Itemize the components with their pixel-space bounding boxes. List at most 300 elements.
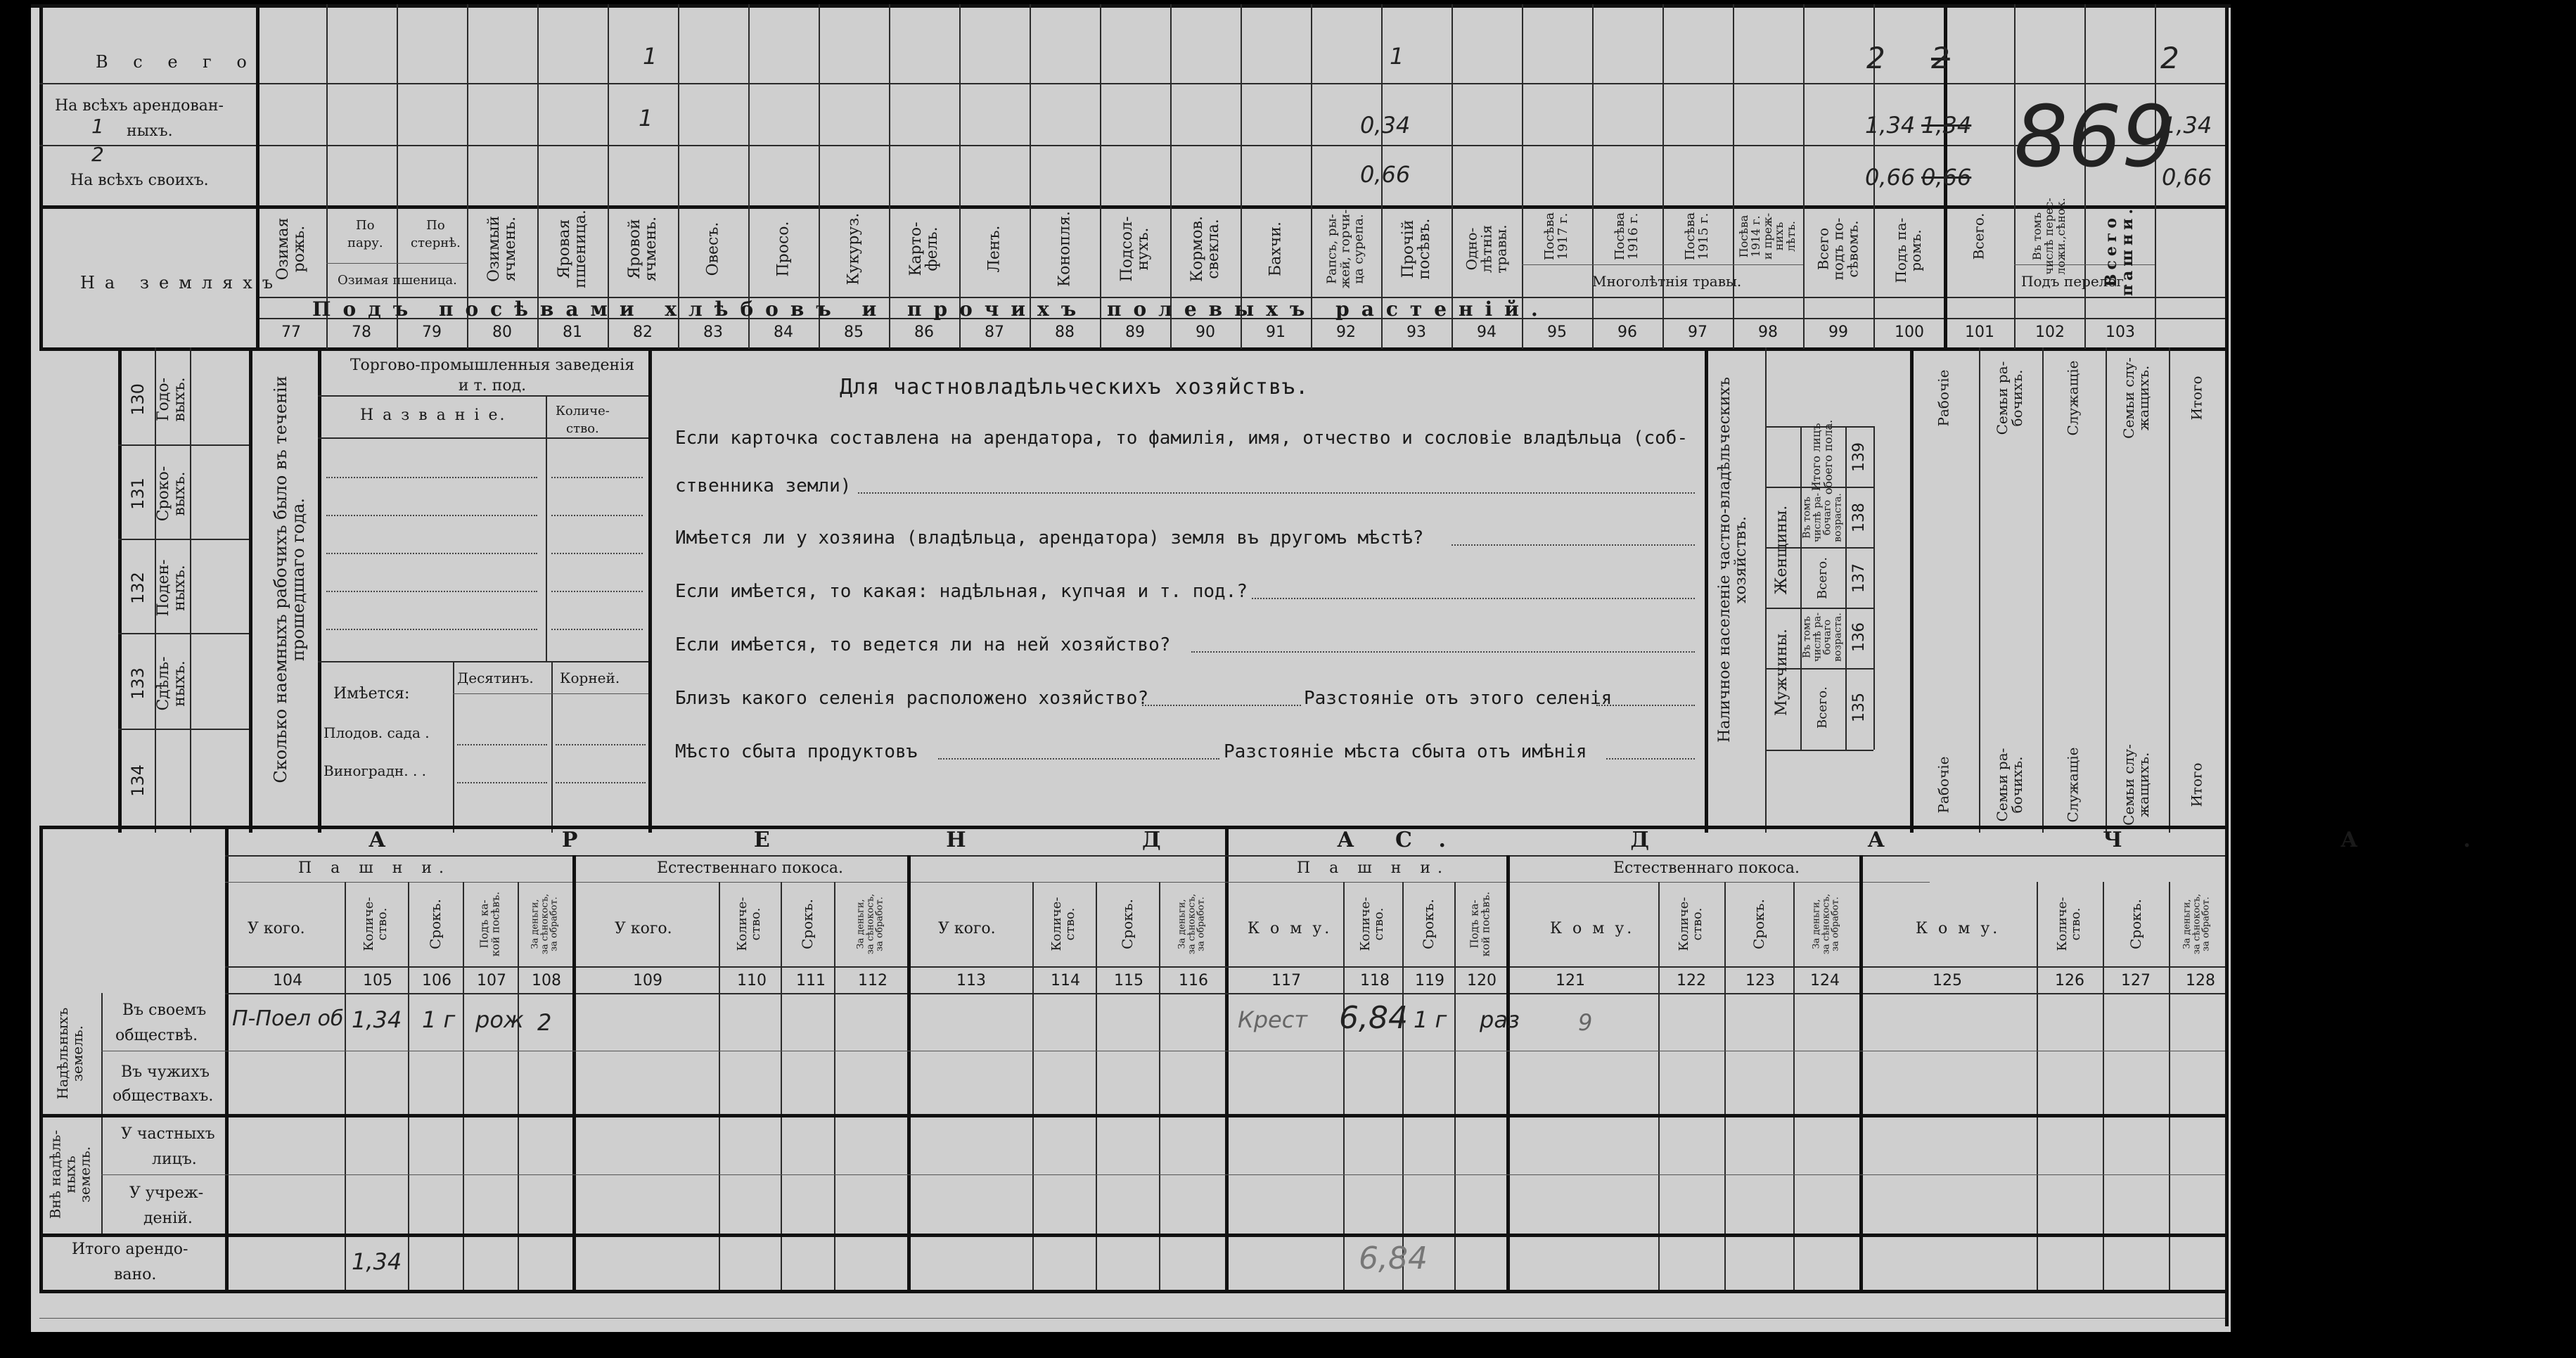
header-srok: Срокъ.	[1420, 899, 1437, 949]
row-label-chuzh-2: обществахъ.	[113, 1087, 214, 1105]
col-line	[1979, 347, 1980, 833]
label-semi-rabochikh: Семьи ра- бочихъ.	[1994, 748, 2025, 822]
row-label-chastnykh-2: лицъ.	[152, 1151, 197, 1168]
col-number: 92	[1336, 324, 1356, 341]
col-number: 96	[1617, 324, 1637, 341]
row-line	[225, 882, 1930, 883]
label-vinogradn: Виноградн. . .	[323, 762, 427, 779]
frame-left-bottom	[39, 826, 43, 1290]
col-number: 120	[1467, 972, 1497, 989]
row-line	[118, 633, 249, 634]
row-line	[101, 1174, 2225, 1175]
hw-sdacha-plata: 9	[1578, 1009, 1593, 1036]
col-line	[1032, 882, 1034, 1290]
question-market: Мѣсто сбыта продуктовъ	[675, 741, 918, 762]
col-number: 90	[1196, 324, 1215, 341]
subheading-pokos-sdacha: Естественнаго покоса.	[1613, 859, 1800, 877]
row-label-uchrezhd: У учреж-	[129, 1184, 204, 1202]
row-label-itogo-arend-2: вано.	[114, 1266, 157, 1283]
label-vne-nadelnykh: Внѣ надѣль- ныхъ земель.	[46, 1129, 94, 1219]
hw-margin-mark-2: 2	[91, 143, 104, 166]
header-srok: Срокъ.	[1119, 899, 1136, 949]
header-proso: Просо.	[774, 221, 793, 277]
col-number: 123	[1745, 972, 1775, 989]
label-imeetsya: Имѣется:	[333, 685, 410, 703]
label-sluzhashchie: Служащіе	[2064, 360, 2082, 436]
frame-left-top	[39, 4, 43, 349]
col-number: 78	[352, 324, 371, 341]
row-line	[225, 993, 2225, 994]
answer-line-village[interactable]	[1142, 705, 1301, 706]
col-line	[1662, 4, 1664, 349]
col-line	[2103, 882, 2104, 1290]
table-bottom	[39, 1290, 2225, 1293]
header-ozimaya-rozh: Озимая рожь.	[274, 217, 308, 281]
row-divider	[39, 83, 2225, 84]
col-number: 102	[2035, 324, 2065, 341]
question-village: Близъ какого селенія расположено хозяйство?	[675, 688, 1149, 709]
label-sdelnykh: Сдѣль- ныхъ.	[154, 656, 188, 711]
hw-sdacha-srok: 1 г	[1414, 1006, 1447, 1033]
col-number: 97	[1688, 324, 1707, 341]
hw-c103-arend: 1,34	[2162, 112, 2212, 139]
hw-c100-arend: 1,34	[1921, 112, 1972, 139]
label-naemnykh-rabochikh: Сколько наемныхъ рабочихъ было въ теченіи прошедшаго года.	[270, 376, 308, 783]
header-komu: К о м у.	[1916, 920, 2001, 937]
dotted-line	[551, 591, 643, 592]
header-kolichestvo: Количе- ство.	[2055, 897, 2083, 952]
col-number: 94	[1477, 324, 1497, 341]
col-number: 99	[1828, 324, 1848, 341]
col-number: 85	[844, 324, 864, 341]
col-line	[1592, 4, 1594, 349]
answer-line-farming[interactable]	[1191, 651, 1695, 653]
hw-c103-svoikh: 0,66	[2162, 164, 2212, 191]
header-po-sterne: По стернѣ.	[411, 218, 461, 251]
row-label-na-zemlyakh: На земляхъ	[80, 273, 283, 293]
col-line	[1803, 4, 1805, 349]
col-number-136: 136	[1850, 622, 1868, 652]
header-pod-kakoy-posev: Подъ ка- кой посѣвъ.	[1468, 891, 1492, 957]
header-kartofel: Карто- фель.	[906, 222, 941, 276]
col-line	[1724, 882, 1726, 1290]
label-desyatin: Десятинъ.	[457, 670, 534, 686]
col-line	[1910, 347, 1914, 833]
question-market-distance: Разстояніе мѣста сбыта отъ имѣнія	[1224, 741, 1587, 762]
col-number: 118	[1360, 972, 1390, 989]
hw-c92-vsego: 1	[1390, 43, 1404, 70]
col-number: 119	[1415, 972, 1444, 989]
col-line	[2169, 882, 2170, 1290]
row-label-vsego: В с е г о	[96, 52, 257, 72]
row-label-arend-2: ныхъ.	[127, 122, 173, 140]
col-line	[225, 826, 229, 1290]
col-number: 107	[477, 972, 506, 989]
header-konoplya: Конопля.	[1056, 211, 1074, 287]
header-po-paru: По пару.	[347, 218, 383, 251]
header-pod-perelog: Подъ перелог.	[2021, 273, 2129, 290]
paper-edge	[39, 1318, 2225, 1319]
header-yarovaya-pshenitsa: Яровая пшеница.	[555, 210, 589, 288]
col-number: 108	[532, 972, 561, 989]
col-line	[518, 882, 519, 1290]
header-pod-parom: Подъ па- ромъ.	[1892, 217, 1924, 283]
row-line	[318, 437, 648, 439]
row-label-svoem: Въ своемъ	[122, 1001, 207, 1019]
hw-arenda-u-kogo: П-Поел об	[232, 1006, 344, 1031]
col-line	[453, 661, 454, 833]
label-nalichnoe-naselenie: Наличное населеніе частно-владѣльческихъ хозяйствъ.	[1715, 377, 1750, 743]
hw-itogo-arend: 1,34	[352, 1248, 402, 1275]
col-number: 114	[1051, 972, 1080, 989]
col-line	[1765, 347, 1767, 833]
frame-top	[31, 4, 2231, 8]
hw-arenda-plata: 2	[537, 1009, 552, 1036]
header-u-kogo: У кого.	[615, 920, 672, 937]
col-number: 101	[1965, 324, 1994, 341]
subheading-pashni-arenda: П а ш н и.	[298, 859, 451, 877]
col-number: 98	[1758, 324, 1778, 341]
hw-itogo-sdano: 6,84	[1359, 1241, 1428, 1276]
header-poseva-1916: Посѣва 1916 г.	[1613, 212, 1641, 261]
dotted-line	[551, 515, 643, 516]
col-line	[1800, 426, 1802, 750]
row-line	[318, 661, 648, 662]
header-za-dengi: За деньги, за сѣнокосъ, за обработ.	[1177, 893, 1207, 955]
col-line	[408, 882, 409, 1290]
header-v-tom-chisle: Въ томъ числѣ перес- ложи.,сѣнок.	[2030, 198, 2068, 275]
col-line	[1506, 855, 1510, 1290]
header-len: Ленъ.	[985, 225, 1004, 273]
col-number: 93	[1406, 324, 1426, 341]
label-v-tom-chisle-muzh: Въ томъ числѣ ра- бочаго возраста.	[1801, 612, 1844, 662]
col-line	[1402, 882, 1404, 1290]
hw-c92-arend: 0,34	[1360, 112, 1411, 139]
hw-big-mark: 869	[2014, 89, 2176, 186]
col-number-130: 130	[128, 383, 148, 416]
col-number: 121	[1556, 972, 1585, 989]
header-torgovo-promyshl: Торгово-промышленныя заведенія и т. под.	[350, 357, 635, 395]
label-vsego-muzh: Всего.	[1815, 686, 1830, 729]
row-line	[1765, 750, 1873, 751]
col-line	[834, 882, 835, 1290]
row-label-arend-1: На всѣхъ арендован-	[55, 97, 224, 115]
col-line	[1873, 426, 1875, 750]
header-komu: К о м у.	[1248, 920, 1333, 937]
col-number-134: 134	[128, 764, 148, 797]
title-chastnovladelch: Для частновладѣльческихъ хозяйствъ.	[840, 375, 1309, 399]
hw-c99-svoikh: 0,66	[1865, 164, 1916, 191]
header-ozimaya-pshenitsa: Озимая пшеница.	[338, 273, 457, 288]
banner-pod-posevami: Подъ посѣвами хлѣбовъ и прочихъ полевыхъ растеній.	[312, 297, 1550, 321]
answer-line-land-type[interactable]	[1252, 598, 1695, 599]
label-semi-sluzhashchikh: Семьи слу- жащихъ.	[2120, 357, 2152, 439]
col-line	[572, 855, 576, 1290]
answer-line-market-distance[interactable]	[1606, 758, 1695, 760]
row-label-chuzh: Въ чужихъ	[121, 1063, 210, 1081]
row-line	[118, 444, 249, 446]
hw-sdacha-komu: Крест	[1238, 1006, 1307, 1033]
col-number: 88	[1055, 324, 1075, 341]
col-number: 84	[774, 324, 793, 341]
col-number: 115	[1114, 972, 1143, 989]
col-number: 106	[422, 972, 451, 989]
header-kormov-svekla: Кормов. свекла.	[1188, 215, 1222, 283]
subheading-pokos-arenda: Естественнаго покоса.	[657, 859, 844, 877]
header-poseva-1917: Посѣва 1917 г.	[1542, 212, 1570, 261]
col-number: 87	[985, 324, 1004, 341]
header-srok: Срокъ.	[799, 899, 816, 949]
row-line-thick	[39, 1114, 2225, 1117]
col-number: 79	[422, 324, 442, 341]
header-kolichestvo: Количе- ство.	[361, 897, 390, 952]
dotted-line	[551, 629, 643, 630]
label-plodov-sada: Плодов. сада .	[323, 724, 430, 741]
col-number: 103	[2106, 324, 2135, 341]
heading-sdacha: С Д А Ч А.	[1395, 828, 2576, 852]
col-line	[907, 855, 911, 1290]
header-ozimy-yachmen: Озимый ячмень.	[485, 216, 519, 282]
label-srokovykh: Сроко- выхъ.	[154, 466, 188, 522]
hw-c99-arend: 1,34	[1865, 112, 1916, 139]
row-label-itogo-arend: Итого арендо-	[72, 1241, 188, 1258]
col-number: 80	[492, 324, 512, 341]
col-number-135: 135	[1850, 693, 1868, 722]
header-za-dengi: За деньги, за сѣнокосъ, за обработ.	[1811, 893, 1841, 955]
col-number-133: 133	[128, 667, 148, 700]
col-number: 100	[1895, 324, 1924, 341]
header-za-dengi: За деньги, за сѣнокосъ, за обработ.	[855, 893, 885, 955]
col-line	[1658, 882, 1660, 1290]
col-number-139: 139	[1850, 442, 1868, 472]
row-label-svoem-2: обществѣ.	[115, 1027, 198, 1044]
header-pod-kakoy-posev: Подъ ка- кой посѣвъ.	[478, 891, 501, 957]
label-semi-sluzhashchikh: Семьи слу- жащихъ.	[2120, 744, 2152, 826]
col-line	[2042, 347, 2044, 833]
header-odnoletnie-travy: Одно- лѣтнія травы.	[1463, 224, 1510, 274]
col-line	[781, 882, 782, 1290]
header-kukuruza: Кукуруз.	[845, 212, 863, 286]
header-kolichestvo: Количе- ство.	[1049, 897, 1077, 952]
row-line-thick	[39, 1234, 2225, 1237]
header-srok: Срокъ.	[1750, 899, 1767, 949]
col-number: 127	[2121, 972, 2151, 989]
col-line	[1845, 426, 1847, 750]
question-village-distance: Разстояніе отъ этого селенія	[1304, 688, 1613, 709]
dotted-line	[457, 744, 547, 745]
label-itogo-obo-pola: Итого лицъ обоего пола.	[1809, 419, 1835, 495]
label-muzhchiny: Мужчины.	[1773, 628, 1790, 717]
row-label-chastnykh: У частныхъ	[121, 1125, 215, 1143]
hw-c99-vsego: 2	[1866, 41, 1885, 75]
label-itogo: Итого	[2188, 762, 2205, 807]
col-line	[2169, 347, 2170, 833]
label-zhenshchiny: Женщины.	[1773, 505, 1790, 595]
col-number-131: 131	[128, 478, 148, 510]
header-poseva-1914: Посѣва 1914 г. и преж- нихъ лѣтъ.	[1737, 212, 1798, 260]
col-line	[318, 347, 321, 833]
label-rabochie: Рабочіе	[1935, 756, 1952, 814]
answer-line-market[interactable]	[938, 758, 1219, 760]
subheading-pashni-sdacha: П а ш н и.	[1297, 859, 1450, 877]
col-number: 105	[363, 972, 392, 989]
col-number: 81	[563, 324, 582, 341]
col-number: 122	[1677, 972, 1706, 989]
col-number: 117	[1271, 972, 1301, 989]
col-line	[190, 347, 191, 833]
dotted-line	[326, 553, 537, 554]
col-number: 109	[633, 972, 662, 989]
dotted-line	[326, 477, 537, 478]
col-number: 89	[1125, 324, 1145, 341]
col-number-132: 132	[128, 572, 148, 604]
dotted-line	[326, 629, 537, 630]
col-number: 126	[2055, 972, 2084, 989]
col-line	[1733, 4, 1734, 349]
question-owner-2: ственника земли)	[675, 475, 852, 497]
hw-sdacha-pod: раз	[1480, 1006, 1520, 1033]
col-number: 124	[1810, 972, 1840, 989]
question-land-type: Если имѣется, то какая: надѣльная, купчая и т. под.?	[675, 581, 1248, 602]
subheader-line	[1522, 264, 1803, 265]
col-number-138: 138	[1850, 503, 1868, 532]
dotted-line	[457, 782, 547, 783]
answer-line-owner[interactable]	[858, 492, 1695, 494]
answer-line-other-land[interactable]	[1452, 544, 1695, 546]
dotted-line	[556, 782, 646, 783]
hw-arenda-pod: рож	[475, 1006, 524, 1033]
col-line	[1793, 882, 1795, 1290]
col-line	[2106, 347, 2107, 833]
col-number: 125	[1933, 972, 1962, 989]
col-line	[463, 882, 464, 1290]
answer-line-village-distance[interactable]	[1596, 705, 1695, 706]
label-vsego-zhen: Всего.	[1815, 557, 1830, 599]
header-kolichestvo: Количе- ство.	[556, 404, 610, 437]
col-line	[551, 661, 553, 833]
hw-c100-vsego: 2	[1931, 41, 1950, 75]
row-line	[318, 395, 648, 397]
col-number: 111	[796, 972, 826, 989]
header-za-dengi: За деньги, за сѣнокосъ, за обработ.	[2181, 893, 2212, 955]
header-srok: Срокъ.	[2127, 899, 2144, 949]
col-line	[249, 347, 252, 833]
question-owner-1: Если карточка составлена на арендатора, то фамилія, имя, отчество и сословіе владѣльца (соб-	[675, 428, 1689, 449]
col-line	[1159, 882, 1160, 1290]
hw-c103-vsego: 2	[2160, 41, 2179, 75]
row-line	[118, 729, 249, 730]
col-number: 104	[273, 972, 302, 989]
row-divider	[39, 145, 2225, 146]
header-nazvanie: Н а з в а н і е.	[360, 406, 507, 424]
frame-right	[2225, 4, 2229, 1326]
header-raps: Рапсъ, ры- жей, горчи- ца сурепа.	[1324, 209, 1366, 289]
col-number: 77	[281, 324, 301, 341]
header-prochiy-posev: Прочій посѣвъ.	[1399, 218, 1433, 280]
dotted-line	[551, 477, 643, 478]
heading-arenda: А Р Е Н Д А.	[369, 828, 1530, 852]
col-number: 116	[1179, 972, 1208, 989]
hw-c82-vsego: 1	[643, 43, 658, 70]
top-section-bottom	[39, 347, 2225, 351]
row-divider-thick	[39, 205, 2225, 209]
hw-arenda-srok: 1 г	[422, 1006, 456, 1033]
header-bakhchi: Бахчи.	[1267, 222, 1285, 276]
col-line	[1454, 882, 1456, 1290]
header-oves: Овесъ.	[704, 222, 722, 276]
header-mnogoletnie-travy: Многолѣтнія травы.	[1592, 273, 1742, 290]
frame-left-middle	[118, 347, 122, 833]
col-line	[648, 347, 652, 833]
col-line	[1705, 347, 1708, 833]
row-line	[118, 539, 249, 540]
hw-c82-arend: 1	[639, 105, 653, 132]
subheader-line	[326, 263, 467, 264]
label-itogo: Итого	[2188, 376, 2205, 421]
question-other-land: Имѣется ли у хозяина (владѣльца, арендатора) земля въ другомъ мѣстѣ?	[675, 527, 1424, 549]
label-semi-rabochikh: Семьи ра- бочихъ.	[1994, 361, 2025, 435]
col-line	[345, 882, 346, 1290]
col-number: 83	[703, 324, 723, 341]
col-line	[2037, 882, 2038, 1290]
row-line	[225, 966, 2225, 968]
hw-sdacha-qty: 6,84	[1339, 1000, 1408, 1036]
header-perelog-vsego: Всего.	[1970, 212, 1987, 260]
header-komu: К о м у.	[1550, 920, 1635, 937]
label-v-tom-chisle-zhen: Въ томъ числѣ ра- бочаго возраста.	[1801, 492, 1844, 543]
header-srok: Срокъ.	[427, 899, 444, 949]
header-poseva-1915: Посѣва 1915 г.	[1683, 212, 1711, 261]
col-number: 82	[633, 324, 653, 341]
col-line	[546, 395, 547, 662]
col-line	[719, 882, 720, 1290]
hw-c92-svoikh: 0,66	[1360, 161, 1411, 188]
header-yarovoy-yachmen: Яровой ячмень.	[625, 216, 660, 282]
col-number: 110	[737, 972, 767, 989]
col-number: 95	[1547, 324, 1567, 341]
header-vsego-pod-posevom: Всего подъ по- сѣвомъ.	[1814, 217, 1861, 281]
col-number: 86	[914, 324, 934, 341]
row-label-uchrezhd-2: деній.	[143, 1210, 193, 1227]
col-number: 91	[1266, 324, 1286, 341]
header-kolichestvo: Количе- ство.	[1358, 897, 1386, 952]
header-kolichestvo: Количе- ство.	[1677, 897, 1705, 952]
header-kolichestvo: Количе- ство.	[735, 897, 763, 952]
census-card-sheet	[31, 4, 2576, 1332]
hw-margin-mark-1: 1	[91, 115, 104, 138]
label-rabochie: Рабочіе	[1935, 369, 1952, 427]
hw-arenda-qty: 1,34	[352, 1006, 402, 1033]
label-godovykh: Годо- выхъ.	[154, 377, 188, 422]
row-label-svoikh: На всѣхъ своихъ.	[70, 172, 209, 189]
header-u-kogo: У кого.	[938, 920, 996, 937]
header-vsego-pashni: Всего пашни.	[2101, 204, 2136, 297]
label-sluzhashchie: Служащіе	[2064, 747, 2082, 823]
col-line	[1096, 882, 1097, 1290]
dotted-line	[556, 744, 646, 745]
col-line	[1859, 855, 1863, 1290]
col-number: 113	[956, 972, 986, 989]
col-line	[1343, 882, 1345, 1290]
dotted-line	[326, 591, 537, 592]
label-podennykh: Поден- ныхъ.	[154, 559, 188, 617]
row-line	[1765, 608, 1873, 609]
hw-c100-svoikh: 0,66	[1921, 164, 1972, 191]
label-korney: Корней.	[560, 670, 620, 686]
dotted-line	[326, 515, 537, 516]
question-farming: Если имѣется, то ведется ли на ней хозяйство?	[675, 634, 1171, 655]
label-nadelnykh-zemel: Надѣльныхъ земель.	[54, 1007, 86, 1100]
